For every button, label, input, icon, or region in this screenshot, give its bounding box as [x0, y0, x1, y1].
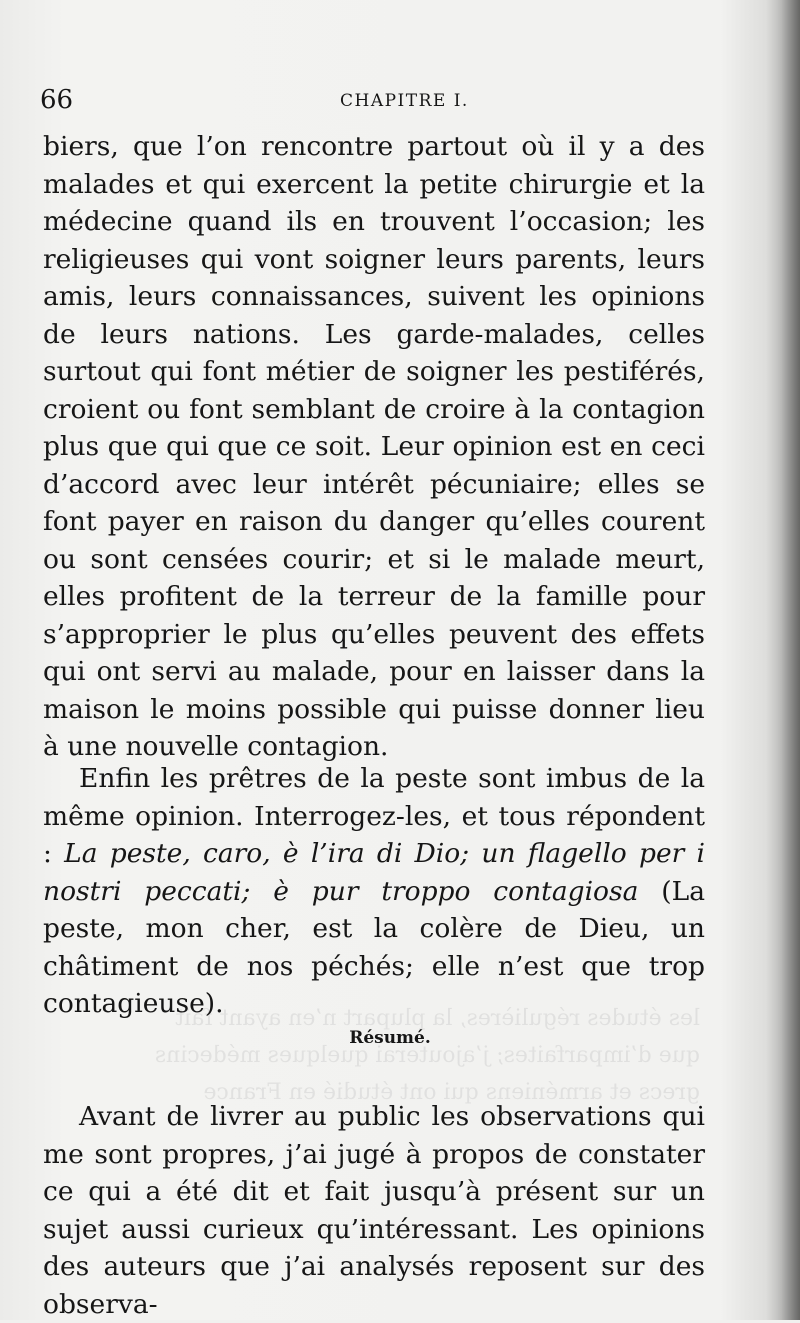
binding-shadow [766, 0, 800, 1320]
paragraph-priests [43, 760, 705, 1023]
page-header [40, 80, 740, 120]
paragraph-continuation: biers, que l’on rencontre partout où il y a des malades et qui exercent la petite chirurgie et la médecine quand ils en trouvent l’occasion; les religieuses qui vont soigner leurs parents, leurs amis, leurs connaissances, suivent les opinions de leurs nations. Les garde-malades, celles surtout qui font métier de soigner les pestiférés, croient ou font semblant de croire à la contagion plus que qui que ce soit. Leur opinion est en ceci d’accord avec leur intérêt pécuniaire; elles se font payer en raison du danger qu’elles courent ou sont censées courir; et si le malade meurt, elles profitent de la terreur de la famille pour s’approprier le plus qu’elles peuvent des effets qui ont servi au malade, pour en laisser dans la maison le moins possible qui puisse donner lieu à une nouvelle contagion. [43, 131, 705, 762]
quote-translation: (La peste, mon cher, est la colère de Dieu, un châtiment de nos péchés; elle n’est que trop contagieuse). [43, 875, 705, 1019]
section-title: Résumé. [349, 1028, 431, 1048]
running-head: CHAPITRE I. [340, 91, 469, 111]
italian-quote: La peste, caro, è l’ira di Dio; un flagello per i nostri peccati; è pur troppo contagiosa [43, 838, 705, 907]
page-number: 66 [40, 85, 74, 115]
show-through-text: les études régulières, la plupart n’en ayant fait que d’imparfaites; j’ajouterai quelques médecins grecs et arméniens qui ont étudié en France [154, 1006, 700, 1105]
paragraph-summary: Avant de livrer au public les observations qui me sont propres, j’ai jugé à propos de constater ce qui a été dit et fait jusqu’à présent sur un sujet aussi curieux qu’intéressant. Les opinions des auteurs que j’ai analysés reposent sur des observa- [43, 1101, 705, 1320]
paragraph-lead: Enfin les prêtres de la peste sont imbus de la même opinion. Interrogez-les, et tous répondent : [43, 763, 705, 869]
